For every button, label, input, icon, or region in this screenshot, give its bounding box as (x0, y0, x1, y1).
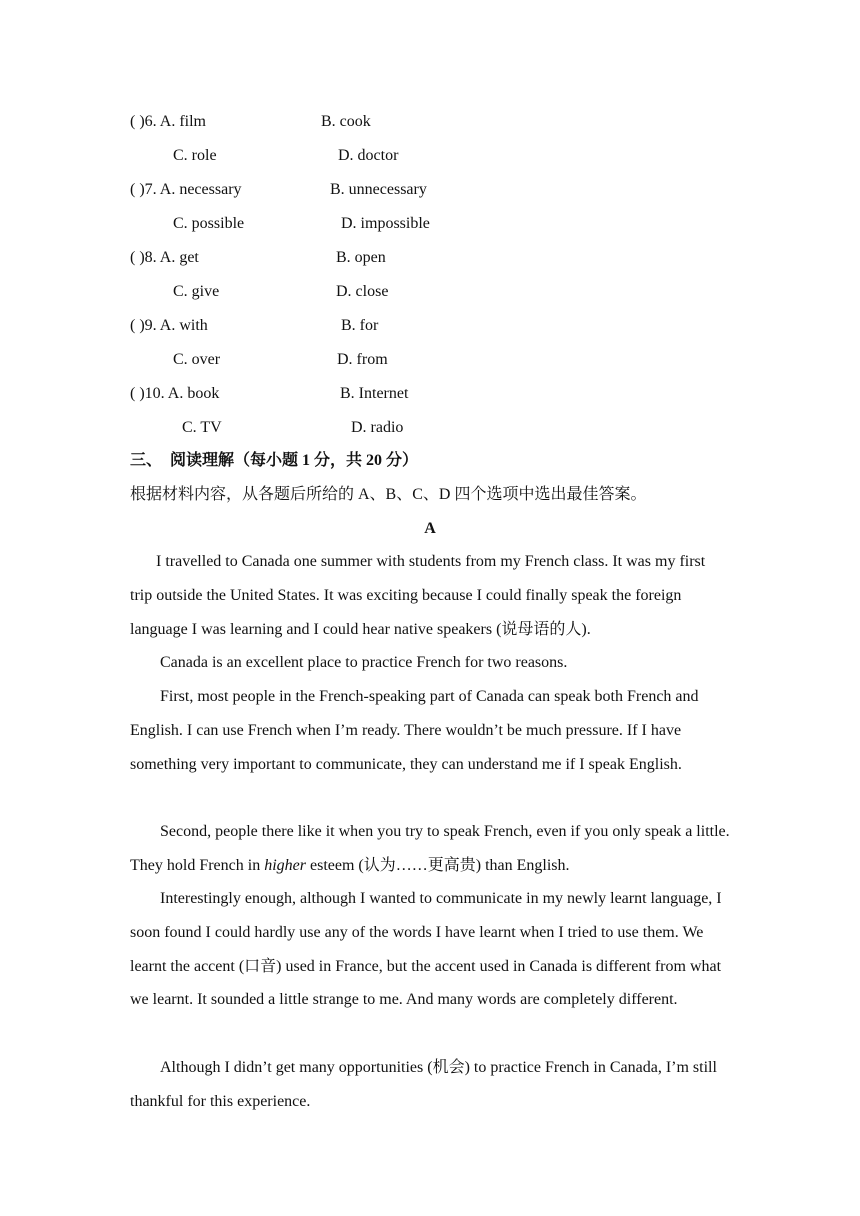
question-8 (130, 248, 830, 268)
question-6-row2 (130, 146, 830, 166)
passage-paragraph-4 (130, 815, 730, 883)
question-10-c: C. TV (182, 419, 222, 436)
question-7 (130, 180, 830, 200)
question-6-a: ( )6. A. film (130, 113, 206, 130)
question-9 (130, 316, 830, 336)
question-7-c: C. possible (173, 215, 245, 232)
section-3-heading: 阅读理解（每小题 (170, 452, 299, 469)
question-9-row2 (130, 350, 830, 370)
question-6 (130, 112, 830, 132)
section-3-heading-mid: 分，共 (314, 452, 363, 469)
passage-paragraph-5: Interestingly enough, although I wanted to communicate in my newly learnt language, I soon found I could hardly use any of the words I have learnt when I tried to use them. We learnt the accent (口音) used in France, but the accent used in Canada is different from what we learnt. It sounded a little strange to me. And many words are completely different. (130, 890, 722, 1009)
section-3-prefix: 三、 (130, 452, 163, 469)
section-3-title (130, 451, 418, 471)
question-8-d: D. close (336, 283, 389, 300)
passage-paragraph-6: Although I didn’t get many opportunities (机会) to practice French in Canada, I’m still thankful for this experience. (130, 1059, 717, 1110)
section-3-points-each: 1 (302, 452, 311, 469)
passage-label: A (424, 520, 436, 537)
question-9-d: D. from (337, 351, 388, 368)
section-3-points-total: 20 (366, 452, 383, 469)
passage-paragraph-4-italic: higher (264, 856, 306, 874)
question-10-a: ( )10. A. book (130, 385, 220, 402)
question-8-row2 (130, 282, 830, 302)
question-10-row2 (130, 418, 830, 438)
passage-paragraph-3: First, most people in the French-speaking part of Canada can speak both French and English. I can use French when I’m ready. There wouldn’t be much pressure. If I have something very important to communicate, they can understand me if I speak English. (130, 688, 699, 773)
question-7-row2 (130, 214, 830, 234)
question-6-d: D. doctor (338, 147, 399, 164)
question-7-d: D. impossible (341, 215, 430, 232)
question-7-b: B. unnecessary (330, 181, 427, 198)
passage-paragraph-4-part-1: Second, people there like it when you try to speak French, even if you only speak a little. They hold French in (130, 823, 730, 874)
question-8-b: B. open (336, 249, 386, 266)
question-8-c: C. give (173, 283, 220, 300)
question-10-b: B. Internet (340, 385, 409, 402)
passage-paragraph-4-part-2: esteem (认为……更高贵) than English. (305, 856, 570, 874)
question-9-b: B. for (341, 317, 379, 334)
question-10 (130, 384, 830, 404)
question-9-c: C. over (173, 351, 221, 368)
passage-paragraph-2: Canada is an excellent place to practice French for two reasons. (160, 654, 568, 671)
section-3-instructions: 根据材料内容，从各题后所给的 A、B、C、D 四个选项中选出最佳答案。 (130, 486, 647, 503)
question-8-a: ( )8. A. get (130, 249, 199, 266)
passage-paragraph-1: I travelled to Canada one summer with students from my French class. It was my first trip outside the United States. It was exciting because I could finally speak the foreign language I was learning and I could hear native speakers (说母语的人). (130, 553, 706, 638)
question-6-c: C. role (173, 147, 217, 164)
question-6-b: B. cook (321, 113, 371, 130)
section-3-heading-end: 分） (386, 452, 419, 469)
question-9-a: ( )9. A. with (130, 317, 208, 334)
question-10-d: D. radio (351, 419, 404, 436)
question-7-a: ( )7. A. necessary (130, 181, 242, 198)
